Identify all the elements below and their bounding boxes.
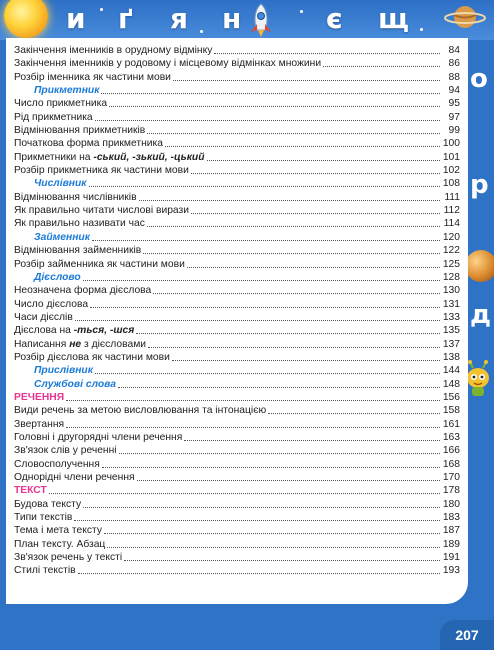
- toc-entry-label: Дієслово: [34, 271, 81, 283]
- dot-leader: [118, 378, 440, 388]
- toc-entry-page: 183: [442, 512, 460, 524]
- toc-entry: [14, 351, 460, 364]
- toc-entry-page: 86: [448, 58, 460, 70]
- toc-entry-page: 114: [443, 218, 460, 230]
- toc-entry-label: Закінчення іменників в орудному відмінку: [14, 45, 213, 56]
- toc-entry: [14, 458, 460, 471]
- toc-entry: [14, 258, 460, 271]
- toc-entry-page: 88: [448, 71, 460, 83]
- star-icon: [420, 28, 423, 31]
- toc-entry-page: 166: [442, 445, 460, 457]
- toc-section-heading: [14, 378, 460, 391]
- header-letter: ґ: [118, 2, 133, 35]
- toc-entry-page: 112: [443, 205, 460, 217]
- toc-section-heading: [14, 364, 460, 377]
- dot-leader: [78, 564, 440, 574]
- toc-entry-label: Типи текстів: [14, 512, 73, 524]
- toc-entry-label: [14, 151, 205, 164]
- toc-entry-label-text: з дієсловами: [81, 338, 147, 350]
- toc-section-heading: [14, 231, 460, 244]
- toc-entry-page: 108: [442, 178, 460, 190]
- toc-entry-label: Відмінювання займенників: [14, 245, 142, 257]
- dot-leader: [139, 191, 440, 201]
- toc-entry-page: 170: [442, 472, 460, 483]
- toc-entry-page: 178: [442, 485, 460, 497]
- dot-leader: [184, 431, 440, 441]
- dot-leader: [95, 111, 440, 121]
- toc-entry-label: [14, 338, 146, 351]
- header-letter: є: [326, 2, 343, 35]
- toc-entry: [14, 538, 460, 551]
- toc-entry-label: Числівник: [34, 178, 87, 190]
- dot-leader: [143, 244, 440, 254]
- toc-entry: [14, 111, 460, 124]
- toc-entry-page: 122: [442, 245, 460, 257]
- toc-entry-label-emphasis: не: [69, 338, 82, 350]
- toc-entry-page: 99: [448, 125, 460, 137]
- toc-entry-page: 102: [442, 165, 460, 177]
- toc-entry-page: 187: [442, 525, 460, 537]
- toc-entry: [14, 338, 460, 351]
- dot-leader: [83, 271, 440, 281]
- toc-section-heading: [14, 84, 460, 97]
- header-letter: я: [170, 2, 188, 35]
- toc-entry-label: Як правильно читати числові вирази: [14, 205, 190, 217]
- planet-icon: [465, 250, 494, 282]
- toc-entry-label: Розбір іменника як частини мови: [14, 71, 171, 83]
- dot-leader: [124, 551, 440, 561]
- toc-entry-label: Стилі текстів: [14, 565, 76, 577]
- toc-entry-page: 128: [442, 271, 460, 283]
- toc-entry-label: Словосполучення: [14, 458, 100, 470]
- toc-entry-page: 84: [448, 45, 460, 56]
- dot-leader: [147, 217, 440, 227]
- dot-leader: [104, 524, 440, 534]
- toc-entry: [14, 444, 460, 457]
- toc-entry: [14, 244, 460, 257]
- toc-entry: [14, 57, 460, 70]
- toc-entry-label: Неозначена форма дієслова: [14, 285, 152, 297]
- rocket-icon: [246, 2, 276, 38]
- toc-entry-label: Рід прикметника: [14, 111, 93, 123]
- toc-entry-page: 148: [442, 378, 460, 390]
- toc-entry: [14, 164, 460, 177]
- toc-entry: [14, 71, 460, 84]
- toc-entry: [14, 97, 460, 110]
- toc-entry: [14, 511, 460, 524]
- dot-leader: [75, 311, 440, 321]
- toc-entry-label-text: Дієслова на: [14, 325, 74, 337]
- toc-entry-page: 168: [442, 458, 460, 470]
- dot-leader: [165, 137, 440, 147]
- toc-entry-label: Як правильно називати час: [14, 218, 145, 230]
- toc-entry-label: Займенник: [34, 231, 90, 243]
- toc-entry-label: Розбір прикметника як частини мови: [14, 165, 189, 177]
- toc-entry: [14, 298, 460, 311]
- dot-leader: [147, 124, 440, 134]
- toc-entry-label: Прислівник: [34, 365, 93, 377]
- toc-entry-label-emphasis: -ський, -зький, -цький: [93, 151, 205, 163]
- dot-leader: [137, 471, 440, 481]
- toc-entry-page: 193: [442, 565, 460, 577]
- dot-leader: [214, 44, 440, 54]
- toc-entry-label: [14, 324, 134, 337]
- toc-entry-label: Службові слова: [34, 378, 116, 390]
- dot-leader: [187, 258, 440, 268]
- toc-entry-page: 95: [448, 98, 460, 110]
- side-letter: р: [470, 170, 489, 200]
- toc-entry-page: 97: [448, 111, 460, 123]
- toc-entry-page: 111: [444, 191, 460, 203]
- toc-entry-label: Звертання: [14, 418, 65, 430]
- dot-leader: [148, 338, 440, 348]
- planet-icon: [444, 2, 486, 32]
- toc-entry-label-text: Прикметники на: [14, 151, 94, 163]
- toc-entry-label: Відмінювання числівників: [14, 191, 137, 203]
- dot-leader: [92, 231, 440, 241]
- toc-entry: [14, 404, 460, 417]
- table-of-contents: [14, 44, 460, 578]
- toc-entry: [14, 324, 460, 337]
- dot-leader: [173, 71, 440, 81]
- toc-entry-page: 133: [442, 311, 460, 323]
- dot-leader: [207, 151, 440, 161]
- toc-entry-page: 101: [442, 151, 460, 163]
- toc-entry-page: 131: [442, 298, 460, 310]
- toc-entry-page: 94: [448, 85, 460, 97]
- dot-leader: [191, 164, 440, 174]
- toc-entry: [14, 217, 460, 230]
- toc-entry-label: Розбір займенника як частини мови: [14, 258, 185, 270]
- toc-entry: [14, 311, 460, 324]
- side-letter: д: [470, 300, 491, 330]
- toc-entry: [14, 551, 460, 564]
- sun-icon: [4, 0, 48, 38]
- toc-entry-page: 189: [442, 538, 460, 550]
- toc-entry: [14, 191, 460, 204]
- toc-entry-page: 138: [442, 351, 460, 363]
- toc-entry-label: Відмінювання прикметників: [14, 125, 146, 137]
- star-icon: [100, 8, 103, 11]
- dot-leader: [119, 444, 440, 454]
- toc-section-heading: [14, 484, 460, 497]
- toc-entry: [14, 418, 460, 431]
- toc-entry: [14, 431, 460, 444]
- toc-entry-label: Зв'язок речень у тексті: [14, 552, 123, 564]
- toc-entry-page: 144: [442, 365, 460, 377]
- dot-leader: [136, 324, 440, 334]
- toc-entry-label-emphasis: -ться, -шся: [73, 325, 135, 337]
- toc-entry-page: 180: [442, 498, 460, 510]
- header-banner: [0, 0, 494, 40]
- dot-leader: [323, 57, 440, 67]
- dot-leader: [109, 97, 440, 107]
- header-letter: щ: [378, 2, 409, 35]
- toc-entry-label: Число прикметника: [14, 98, 108, 110]
- toc-entry-label: Розбір дієслова як частини мови: [14, 351, 170, 363]
- header-letter: н: [222, 2, 242, 35]
- toc-section-heading: [14, 271, 460, 284]
- toc-entry-page: 100: [442, 138, 460, 150]
- dot-leader: [49, 484, 440, 494]
- dot-leader: [89, 177, 440, 187]
- toc-entry: [14, 284, 460, 297]
- toc-entry: [14, 137, 460, 150]
- toc-entry-page: 163: [442, 431, 460, 443]
- toc-entry-label: Початкова форма прикметника: [14, 138, 163, 150]
- toc-entry: [14, 204, 460, 217]
- dot-leader: [172, 351, 440, 361]
- toc-entry: [14, 124, 460, 137]
- dot-leader: [191, 204, 440, 214]
- toc-entry-label: Зв'язок слів у реченні: [14, 445, 117, 457]
- toc-entry: [14, 524, 460, 537]
- toc-section-heading: [14, 391, 460, 404]
- toc-entry-page: 137: [442, 338, 460, 350]
- toc-section-heading: [14, 177, 460, 190]
- toc-entry-label: Закінчення іменників у родовому і місцевому відмінках множини: [14, 58, 322, 70]
- toc-entry-label: РЕЧЕННЯ: [14, 391, 65, 403]
- star-icon: [200, 30, 203, 33]
- toc-entry-label: Тема і мета тексту: [14, 525, 102, 537]
- toc-entry: [14, 151, 460, 164]
- toc-entry-page: 130: [442, 285, 460, 297]
- toc-entry-label: Прикметник: [34, 85, 100, 97]
- toc-entry: [14, 564, 460, 577]
- toc-entry-label: Часи дієслів: [14, 311, 73, 323]
- toc-entry: [14, 471, 460, 484]
- toc-entry-page: 156: [442, 391, 460, 403]
- toc-entry-page: 158: [442, 405, 460, 417]
- toc-entry-label-text: Написання: [14, 338, 70, 350]
- toc-entry-label: Однорідні члени речення: [14, 472, 135, 483]
- toc-entry-label: ТЕКСТ: [14, 485, 47, 497]
- toc-entry-page: 135: [442, 325, 460, 337]
- toc-entry-label: Види речень за метою висловлювання та інтонацією: [14, 405, 267, 417]
- toc-entry-label: План тексту. Абзац: [14, 538, 106, 550]
- page-number: 207: [440, 620, 494, 650]
- toc-entry-page: 191: [442, 552, 460, 564]
- toc-entry: [14, 498, 460, 511]
- dot-leader: [102, 458, 440, 468]
- dot-leader: [107, 538, 440, 548]
- dot-leader: [74, 511, 440, 521]
- toc-entry-page: 161: [442, 418, 460, 430]
- toc-entry-page: 120: [442, 231, 460, 243]
- dot-leader: [66, 418, 440, 428]
- dot-leader: [66, 391, 440, 401]
- toc-entry: [14, 44, 460, 57]
- dot-leader: [268, 404, 440, 414]
- toc-entry-label: Головні і другорядні члени речення: [14, 431, 183, 443]
- dot-leader: [95, 364, 440, 374]
- dot-leader: [83, 498, 440, 508]
- toc-entry-label: Число дієслова: [14, 298, 89, 310]
- star-icon: [300, 10, 303, 13]
- side-letter: о: [470, 64, 488, 94]
- toc-entry-page: 125: [442, 258, 460, 270]
- header-letter: и: [66, 2, 86, 35]
- dot-leader: [153, 284, 440, 294]
- dot-leader: [90, 298, 440, 308]
- dot-leader: [101, 84, 440, 94]
- toc-entry-label: Будова тексту: [14, 498, 82, 510]
